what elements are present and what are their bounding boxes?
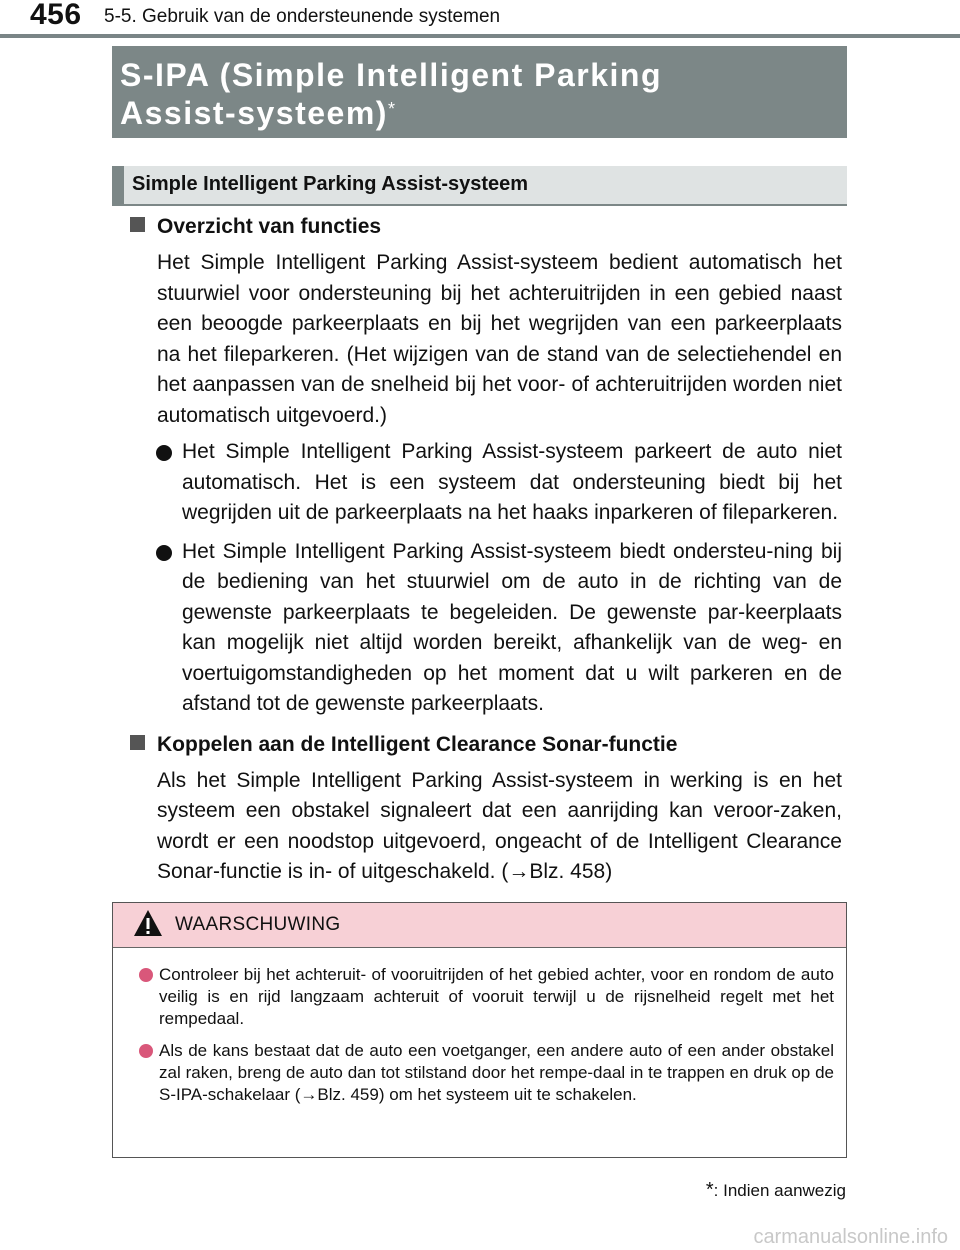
- round-bullet-icon: [156, 545, 172, 561]
- subsection-rule: [112, 204, 847, 206]
- header-rule: [0, 34, 960, 38]
- subsection-accent: [112, 166, 124, 204]
- title-line-1: S-IPA (Simple Intelligent Parking: [120, 57, 663, 93]
- page-title: [112, 46, 847, 138]
- overview-bullet-text: Het Simple Intelligent Parking Assist-systeem parkeert de auto niet automatisch. Het is een systeem dat ondersteuning biedt bij het wegrijden uit de parkeerplaats na het haaks inparkeren of fileparkeren.: [182, 440, 842, 524]
- footnote: [706, 1179, 846, 1202]
- section-reference: 5-5. Gebruik van de ondersteunende systemen: [104, 6, 501, 27]
- subsection-label: Simple Intelligent Parking Assist-systeem: [132, 173, 529, 195]
- square-bullet-icon: [130, 735, 145, 750]
- overview-heading: [130, 212, 842, 242]
- subsection-heading: [112, 166, 847, 204]
- warning-box: [112, 902, 847, 1158]
- warning-title: WAARSCHUWING: [175, 914, 341, 935]
- overview-heading-text: Overzicht van functies: [157, 215, 382, 238]
- coupling-heading-text: Koppelen aan de Intelligent Clearance Sonar-functie: [157, 732, 678, 756]
- footnote-marker: *: [387, 99, 397, 119]
- warning-item: [159, 1040, 834, 1106]
- warning-item: [159, 964, 834, 1030]
- pink-bullet-icon: [139, 1044, 153, 1058]
- overview-bullet: [182, 537, 842, 720]
- title-line-2-text: Assist-systeem): [120, 95, 388, 131]
- overview-bullet: [182, 437, 842, 529]
- coupling-heading: [130, 730, 842, 760]
- page-header: [0, 0, 960, 40]
- warning-item-text: Als de kans bestaat dat de auto een voetganger, een andere auto of een ander obstakel zal raken, breng de auto dan tot stilstand door het rempe-daal in te trappen en druk op de S-IPA-schakelaar (→Blz. 459) om het systeem uit te schakelen.: [159, 1041, 834, 1104]
- main-content: [130, 210, 842, 894]
- pink-bullet-icon: [139, 968, 153, 982]
- footnote-text: : Indien aanwezig: [713, 1181, 846, 1200]
- title-line-2: [120, 94, 847, 132]
- page-number: 456: [30, 0, 82, 31]
- round-bullet-icon: [156, 445, 172, 461]
- warning-triangle-icon: [133, 909, 163, 937]
- watermark: carmanualsonline.info: [753, 1226, 948, 1248]
- footnote-star: *: [705, 1179, 714, 1201]
- overview-paragraph: Het Simple Intelligent Parking Assist-systeem bedient automatisch het stuurwiel voor ondersteuning bij het achteruitrijden in een gebied naast een beoogde parkeerplaats en bij het wegrijden van een parkeerplaats na het fileparkeren. (Het wijzigen van de stand van de selectiehendel en het aanpassen van de snelheid bij het voor- of achteruitrijden worden niet automatisch uitgevoerd.): [157, 251, 842, 427]
- warning-header: [113, 903, 846, 948]
- square-bullet-icon: [130, 217, 145, 232]
- warning-item-text: Controleer bij het achteruit- of vooruitrijden of het gebied achter, voor en rondom de auto veilig is en rijd langzaam achteruit of vooruit terwijl u de rijsnelheid regelt met het rempedaal.: [159, 965, 834, 1028]
- coupling-paragraph: Als het Simple Intelligent Parking Assist-systeem in werking is en het systeem een obstakel signaleert dat een aanrijding kan veroor-zaken, wordt er een noodstop uitgevoerd, ongeacht of de Intelligent Clearance Sonar-functie is in- of uitgeschakeld. (→Blz. 458): [157, 768, 842, 883]
- overview-bullet-text: Het Simple Intelligent Parking Assist-systeem biedt ondersteu-ning bij de bediening van het stuurwiel om de auto in de richting van de gewenste parkeerplaats te begeleiden. De gewenste par-keerplaats kan mogelijk niet altijd worden bereikt, afhankelijk van de weg- en voertuigomstandigheden op het moment dat u wilt parkeren en de afstand tot de gewenste parkeerplaats.: [182, 539, 842, 715]
